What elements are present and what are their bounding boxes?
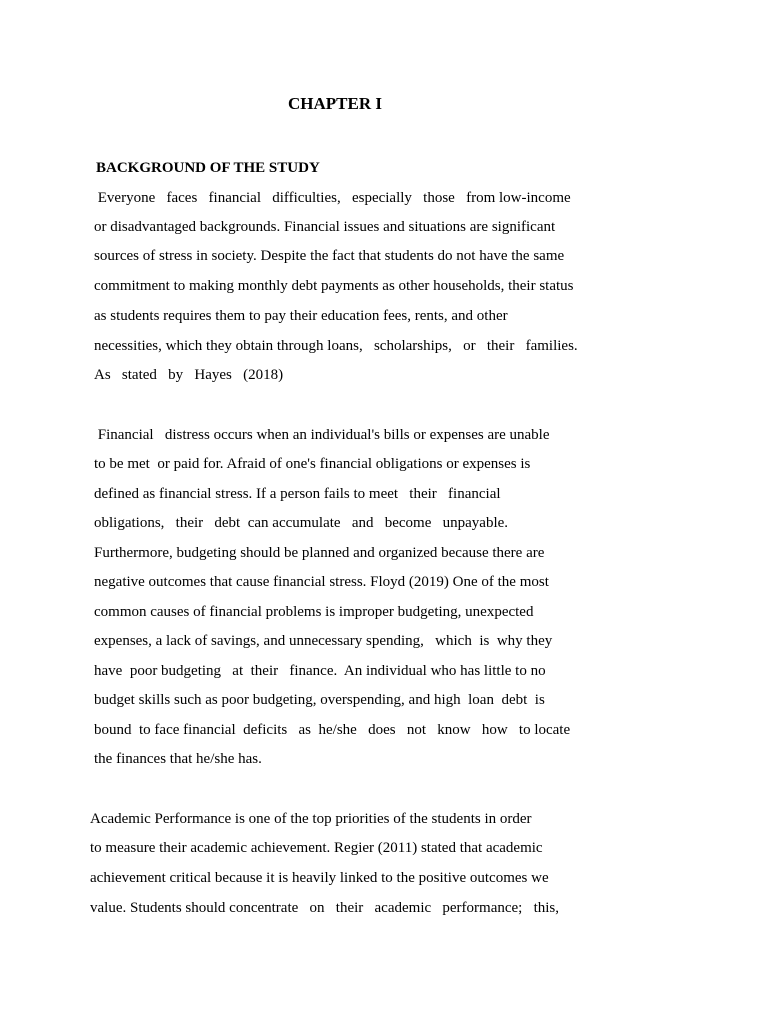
- paragraph-line: As stated by Hayes (2018): [94, 367, 284, 383]
- paragraph-line: commitment to making monthly debt payments as other households, their status: [94, 278, 574, 294]
- paragraph-line: necessities, which they obtain through loans, scholarships, or their families.: [94, 338, 578, 354]
- paragraph-line: the finances that he/she has.: [94, 751, 262, 767]
- chapter-title: CHAPTER I: [288, 94, 382, 113]
- paragraph-line: expenses, a lack of savings, and unnecessary spending, which is why they: [94, 633, 553, 649]
- paragraph-line: sources of stress in society. Despite the fact that students do not have the same: [94, 248, 565, 264]
- paragraph-line: budget skills such as poor budgeting, overspending, and high loan debt is: [94, 692, 545, 708]
- section-heading: BACKGROUND OF THE STUDY: [96, 160, 320, 176]
- paragraph-line: Everyone faces financial difficulties, especially those from low-income: [94, 190, 571, 206]
- paragraph-line: to be met or paid for. Afraid of one's financial obligations or expenses is: [94, 456, 531, 472]
- paragraph-line: common causes of financial problems is improper budgeting, unexpected: [94, 604, 534, 620]
- paragraph-line: value. Students should concentrate on their academic performance; this,: [90, 900, 560, 916]
- paragraph-line: obligations, their debt can accumulate and become unpayable.: [94, 515, 509, 531]
- paragraph-line: to measure their academic achievement. Regier (2011) stated that academic: [90, 840, 543, 856]
- paragraph-line: as students requires them to pay their education fees, rents, and other: [94, 308, 508, 324]
- paragraph-line: defined as financial stress. If a person fails to meet their financial: [94, 486, 501, 502]
- paragraph-line: negative outcomes that cause financial stress. Floyd (2019) One of the most: [94, 574, 549, 590]
- paragraph-line: Academic Performance is one of the top priorities of the students in order: [90, 811, 532, 827]
- paragraph-line: Financial distress occurs when an individual's bills or expenses are unable: [94, 427, 550, 443]
- paragraph-line: achievement critical because it is heavily linked to the positive outcomes we: [90, 870, 549, 886]
- paragraph-line: have poor budgeting at their finance. An individual who has little to no: [94, 663, 546, 679]
- paragraph-line: or disadvantaged backgrounds. Financial issues and situations are significant: [94, 219, 556, 235]
- paragraph-line: Furthermore, budgeting should be planned and organized because there are: [94, 545, 545, 561]
- paragraph-line: bound to face financial deficits as he/she does not know how to locate: [94, 722, 571, 738]
